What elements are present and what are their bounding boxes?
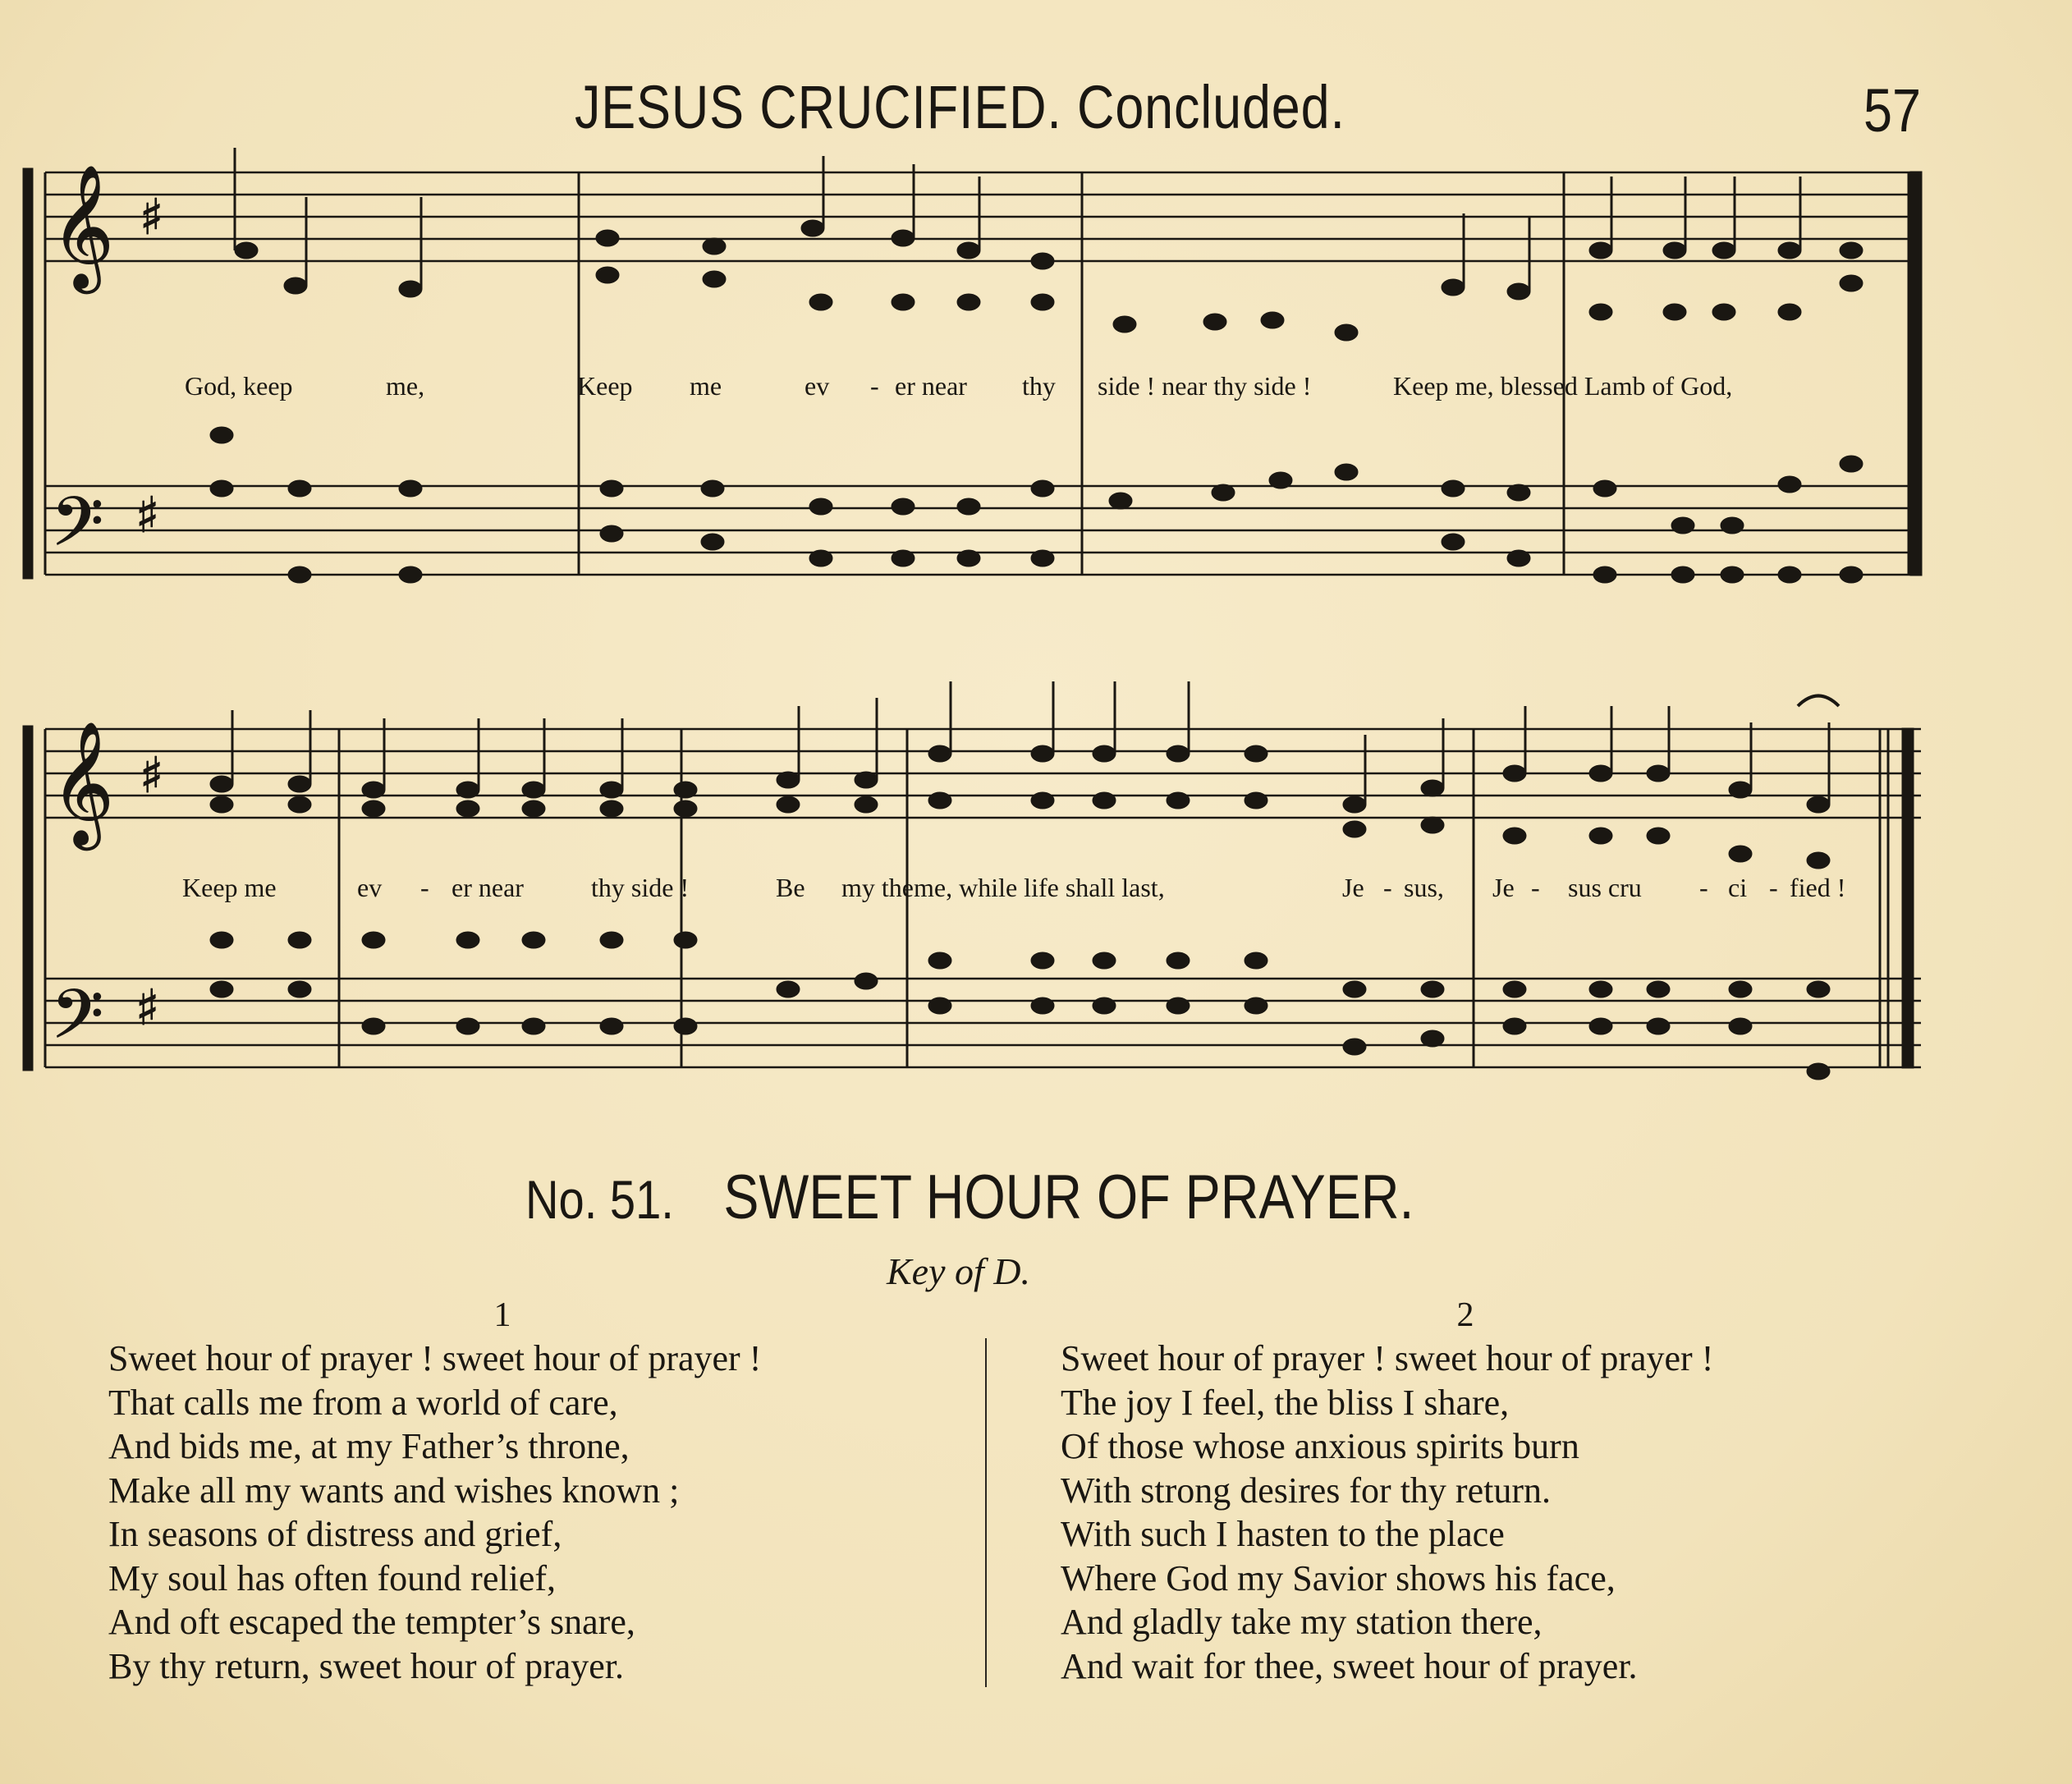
lyric-syllable: me — [690, 371, 722, 401]
treble-clef-icon: 𝄞 — [51, 720, 114, 845]
lyric-syllable: side ! near thy side ! — [1098, 371, 1312, 401]
lyric-syllable: Je — [1342, 873, 1364, 902]
bass-staff-2 — [45, 979, 1921, 1067]
hymn-name: SWEET HOUR OF PRAYER. — [723, 1163, 1414, 1232]
running-title: JESUS CRUCIFIED. Concluded. — [575, 73, 1345, 141]
verse-divider — [985, 1338, 987, 1687]
verse-line: And wait for thee, sweet hour of prayer. — [1061, 1645, 1638, 1686]
verse-line: Where God my Savior shows his face, — [1061, 1557, 1616, 1598]
lyric-syllable: Keep — [577, 371, 633, 401]
lyric-syllable: me, — [386, 371, 425, 401]
lyric-syllable: thy side ! — [591, 873, 690, 902]
lyric-syllable: my theme, while life shall last, — [841, 873, 1165, 902]
lyric-syllable: ev — [357, 873, 383, 902]
lyric-syllable: God, keep — [185, 371, 293, 401]
lyric-syllable: ev — [805, 371, 830, 401]
hymn-number: No. 51. — [525, 1169, 674, 1230]
lyric-syllable: sus, — [1404, 873, 1444, 902]
verse-number: 2 — [1456, 1296, 1474, 1334]
bass-staff-1 — [45, 486, 1921, 575]
verse-line: In seasons of distress and grief, — [108, 1514, 562, 1554]
verse-line: Of those whose anxious spirits burn — [1061, 1426, 1579, 1466]
hymn-title — [525, 1162, 1433, 1236]
lyric-syllable: ci — [1728, 873, 1748, 902]
notes-system-2 — [210, 681, 1839, 869]
verse-line: Sweet hour of prayer ! sweet hour of prayer ! — [1061, 1338, 1714, 1378]
treble-staff-2 — [45, 729, 1921, 818]
sharp-icon: ♯ — [135, 487, 160, 544]
lyric-syllable: Je — [1492, 873, 1515, 902]
verse-line: By thy return, sweet hour of prayer. — [108, 1645, 625, 1686]
sharp-icon: ♯ — [140, 747, 164, 805]
verse-line: Sweet hour of prayer ! sweet hour of prayer ! — [108, 1338, 762, 1378]
lyric-syllable: - — [870, 371, 879, 401]
verse-line: And oft escaped the tempter’s snare, — [108, 1602, 635, 1642]
verse-line: That calls me from a world of care, — [108, 1382, 618, 1423]
lyric-syllable: - — [1383, 873, 1392, 902]
lyric-syllable: er near — [452, 873, 524, 902]
verse-line: Make all my wants and wishes known ; — [108, 1470, 680, 1511]
lyric-syllable: - — [420, 873, 429, 902]
verse-number: 1 — [493, 1296, 511, 1334]
notes-system-1 — [235, 148, 1863, 341]
lyric-syllable: fied ! — [1790, 873, 1846, 902]
bass-notes-system-1 — [210, 427, 1863, 583]
verse-1 — [108, 1337, 1052, 1688]
lyric-syllable: Keep me — [182, 873, 277, 902]
lyric-syllable: - — [1699, 873, 1708, 902]
page-number: 57 — [1863, 76, 1921, 144]
lyric-syllable: - — [1531, 873, 1540, 902]
bass-notes-system-2 — [210, 932, 1830, 1080]
brace-2 — [23, 726, 33, 1071]
bass-clef-icon: 𝄢 — [51, 482, 104, 578]
lyric-syllable: thy — [1022, 371, 1056, 401]
lyric-syllable: Be — [776, 873, 805, 902]
bass-clef-icon: 𝄢 — [51, 975, 104, 1071]
verse-line: The joy I feel, the bliss I share, — [1061, 1382, 1510, 1423]
lyric-syllable: - — [1769, 873, 1778, 902]
verse-line: And bids me, at my Father’s throne, — [108, 1426, 630, 1466]
fermata-icon — [1798, 696, 1839, 707]
sharp-icon: ♯ — [135, 979, 160, 1037]
treble-clef-icon: 𝄞 — [51, 163, 114, 288]
verse-line: My soul has often found relief, — [108, 1557, 556, 1598]
verse-line: With such I hasten to the place — [1061, 1514, 1505, 1554]
brace-1 — [23, 168, 33, 579]
treble-staff-1 — [45, 172, 1921, 261]
verse-2 — [1061, 1337, 2005, 1688]
sharp-icon: ♯ — [140, 189, 164, 246]
verse-line: And gladly take my station there, — [1061, 1602, 1543, 1642]
lyric-syllable: Keep me, blessed Lamb of God, — [1393, 371, 1733, 401]
verse-line: With strong desires for thy return. — [1061, 1470, 1551, 1511]
lyric-syllable: sus cru — [1568, 873, 1642, 902]
lyric-syllable: er near — [895, 371, 967, 401]
key-signature-label: Key of D. — [887, 1250, 1031, 1292]
